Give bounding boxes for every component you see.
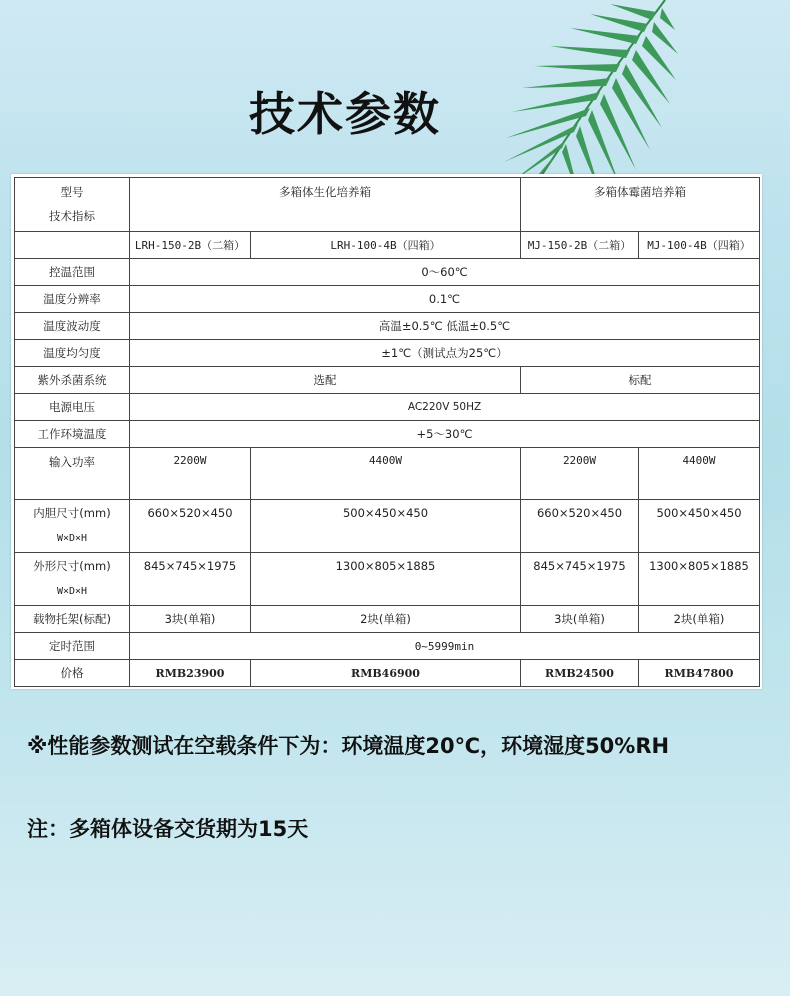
value-price-3: RMB24500 [521, 660, 639, 687]
table-header-row [15, 178, 760, 232]
table-row [15, 606, 760, 633]
value-outer-size-1: 845×745×1975 [130, 553, 251, 606]
row-label-input-power: 输入功率 [15, 448, 130, 500]
table-row [15, 259, 760, 286]
row-label-ambient: 工作环境温度 [15, 421, 130, 448]
value-temp-resolution: 0.1℃ [130, 286, 760, 313]
value-price-2: RMB46900 [251, 660, 521, 687]
header-label-spec: 技术指标 [49, 209, 95, 223]
value-temp-fluctuation: 高温±0.5℃ 低温±0.5℃ [130, 313, 760, 340]
model-mj-150: MJ-150-2B（二箱） [521, 232, 639, 259]
value-inner-size-3: 660×520×450 [521, 500, 639, 553]
value-shelf-1: 3块(单箱) [130, 606, 251, 633]
value-input-power-3: 2200W [521, 448, 639, 500]
group-b-header: 多箱体霉菌培养箱 [521, 178, 760, 232]
model-lrh-100: LRH-100-4B（四箱） [251, 232, 521, 259]
value-timer: 0~5999min [130, 633, 760, 660]
table-row [15, 286, 760, 313]
page-title: 技术参数 [249, 87, 441, 141]
header-label-model: 型号 [60, 185, 84, 199]
row-label-temp-fluctuation: 温度波动度 [15, 313, 130, 340]
value-outer-size-4: 1300×805×1885 [639, 553, 760, 606]
value-price-1: RMB23900 [130, 660, 251, 687]
table-row [15, 660, 760, 687]
value-temp-uniformity: ±1℃（测试点为25℃） [130, 340, 760, 367]
group-a-header: 多箱体生化培养箱 [130, 178, 521, 232]
row-label-temp-uniformity: 温度均匀度 [15, 340, 130, 367]
outer-size-label: 外形尺寸(mm) [33, 559, 111, 573]
table-row [15, 500, 760, 553]
value-outer-size-3: 845×745×1975 [521, 553, 639, 606]
row-label-price: 价格 [15, 660, 130, 687]
inner-size-label: 内胆尺寸(mm) [33, 506, 111, 520]
outer-size-dims-label: W×D×H [56, 586, 88, 597]
model-lrh-150: LRH-150-2B（二箱） [130, 232, 251, 259]
value-price-4: RMB47800 [639, 660, 760, 687]
inner-size-dims-label: W×D×H [56, 533, 88, 544]
value-inner-size-1: 660×520×450 [130, 500, 251, 553]
value-inner-size-2: 500×450×450 [251, 500, 521, 553]
value-shelf-3: 3块(单箱) [521, 606, 639, 633]
table-row [15, 394, 760, 421]
row-label-outer-size [15, 553, 130, 606]
table-row [15, 553, 760, 606]
table-row [15, 367, 760, 394]
row-label-inner-size [15, 500, 130, 553]
spec-table-card [11, 174, 762, 689]
value-shelf-4: 2块(单箱) [639, 606, 760, 633]
spec-table [14, 177, 760, 687]
test-condition-note: ※性能参数测试在空载条件下为：环境温度20℃，环境湿度50%RH [27, 734, 670, 758]
delivery-note: 注：多箱体设备交货期为15天 [27, 817, 309, 841]
table-row [15, 421, 760, 448]
row-label-timer: 定时范围 [15, 633, 130, 660]
value-temp-range: 0～60℃ [130, 259, 760, 286]
value-shelf-2: 2块(单箱) [251, 606, 521, 633]
row-label-temp-resolution: 温度分辨率 [15, 286, 130, 313]
value-ambient: +5～30℃ [130, 421, 760, 448]
value-input-power-4: 4400W [639, 448, 760, 500]
model-row-spacer [15, 232, 130, 259]
value-outer-size-2: 1300×805×1885 [251, 553, 521, 606]
table-row [15, 633, 760, 660]
row-label-temp-range: 控温范围 [15, 259, 130, 286]
header-label-cell [15, 178, 130, 232]
value-uv-a: 选配 [130, 367, 521, 394]
table-row [15, 448, 760, 500]
row-label-power-supply: 电源电压 [15, 394, 130, 421]
model-mj-100: MJ-100-4B（四箱） [639, 232, 760, 259]
model-row [15, 232, 760, 259]
value-input-power-1: 2200W [130, 448, 251, 500]
value-input-power-2: 4400W [251, 448, 521, 500]
value-power-supply: AC220V 50HZ [130, 394, 760, 421]
table-row [15, 313, 760, 340]
row-label-uv: 紫外杀菌系统 [15, 367, 130, 394]
value-inner-size-4: 500×450×450 [639, 500, 760, 553]
row-label-shelf: 载物托架(标配) [15, 606, 130, 633]
table-row [15, 340, 760, 367]
value-uv-b: 标配 [521, 367, 760, 394]
